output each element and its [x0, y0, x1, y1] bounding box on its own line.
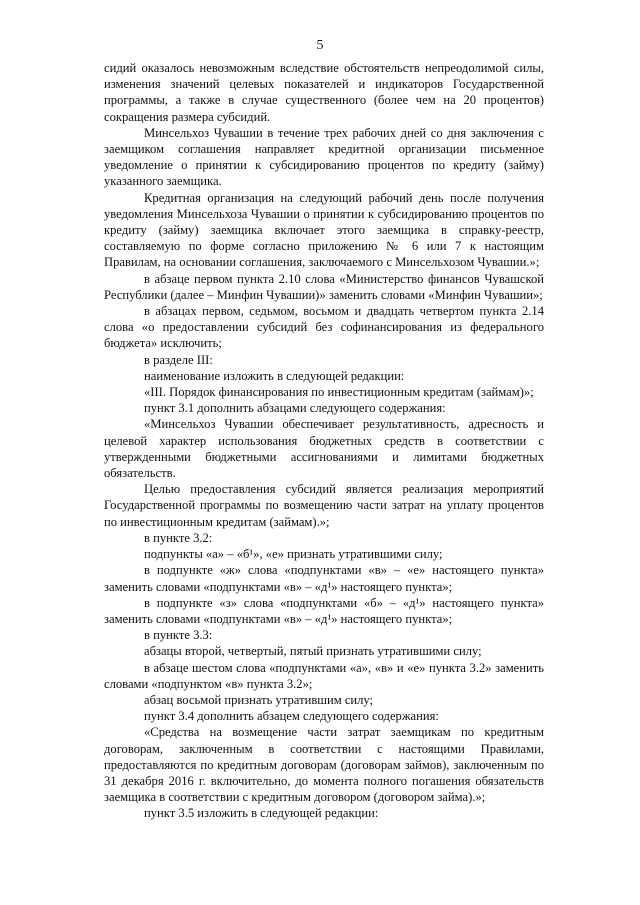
paragraph: «III. Порядок финансирования по инвестиционным кредитам (займам)»; [144, 385, 534, 400]
paragraph: в подпункте «з» слова «подпунктами «б» – «д¹» настоящего пункта» заменить словами «подпунктами «в» – «д¹» настоящего пункта»; [104, 595, 544, 626]
paragraph: в абзацах первом, седьмом, восьмом и двадцать четвертом пункта 2.14 слова «о предоставлении субсидий без софинансирования из федерального бюджета» исключить; [104, 304, 544, 351]
paragraph: в абзаце шестом слова «подпунктами «а», «в» и «е» пункта 3.2» заменить словами «подпунктом «в» пункта 3.2»; [104, 660, 544, 691]
paragraph: пункт 3.1 дополнить абзацами следующего содержания: [144, 401, 446, 416]
paragraph: в подпункте «ж» слова «подпунктами «в» – «е» настоящего пункта» заменить словами «подпунктами «в» – «д¹» настоящего пункта»; [104, 563, 544, 594]
paragraph: подпункты «а» – «б¹», «е» признать утратившими силу; [144, 547, 443, 562]
paragraph: пункт 3.5 изложить в следующей редакции: [144, 806, 379, 821]
paragraph: в пункте 3.3: [144, 628, 213, 643]
paragraph: абзац восьмой признать утратившим силу; [144, 692, 374, 707]
document-body [104, 60, 544, 822]
paragraph: наименование изложить в следующей редакции: [144, 368, 405, 383]
paragraph: в разделе III: [144, 352, 213, 367]
paragraph: в абзаце первом пункта 2.10 слова «Министерство финансов Чувашской Республики (далее – Минфин Чувашии)» заменить словами «Минфин Чувашии»; [104, 271, 544, 302]
paragraph: Целью предоставления субсидий является реализация мероприятий Государственной программы по возмещению части затрат на уплату процентов по инвестиционным кредитам (займам).»; [104, 482, 544, 529]
paragraph: в пункте 3.2: [144, 530, 213, 545]
paragraph: пункт 3.4 дополнить абзацем следующего содержания: [144, 709, 439, 724]
paragraph: «Средства на возмещение части затрат заемщикам по кредитным договорам, заключенным в соответствии с настоящими Правилами, предоставляются по кредитным договорам (договорам займов), заключенным по 31 декабря 2016 г. включительно, до момента полного погашения обязательств заемщика в соответствии с кредитным договором (договором займа).»; [104, 725, 544, 805]
page-number: 5 [316, 38, 324, 53]
paragraph: «Минсельхоз Чувашии обеспечивает результативность, адресность и целевой характер использования бюджетных средств в соответствии с утвержденными бюджетными ассигнованиями и лимитами бюджетных обязательств. [104, 417, 544, 481]
paragraph: Минсельхоз Чувашии в течение трех рабочих дней со дня заключения с заемщиком соглашения направляет кредитной организации письменное уведомление о принятии к субсидированию процентов по кредиту (займу) указанного заемщика. [104, 125, 544, 189]
paragraph: сидий оказалось невозможным вследствие обстоятельств непреодолимой силы, изменения значений целевых показателей и индикаторов Государственной программы, а также в случае существенного (более чем на 20 процентов) сокращения размера субсидий. [104, 61, 544, 124]
paragraph: Кредитная организация на следующий рабочий день после получения уведомления Минсельхоза Чувашии о принятии к субсидированию процентов по кредиту (займу) заемщика включает этого заемщика в справку-реестр, составляемую по форме согласно приложению № 6 или 7 к настоящим Правилам, на основании соглашения, заключаемого с Минсельхозом Чувашии.»; [104, 190, 544, 270]
paragraph: абзацы второй, четвертый, пятый признать утратившими силу; [144, 644, 482, 659]
